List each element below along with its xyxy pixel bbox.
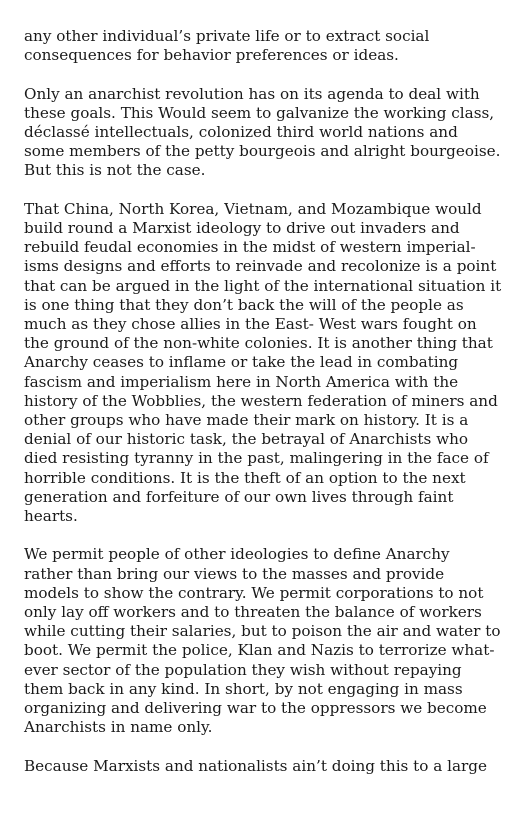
text-line: horrible conditions. It is the theft of an option to the next <box>24 468 466 487</box>
text-line: that can be argued in the light of the international situation it <box>24 276 502 295</box>
text-line: boot. We permit the police, Klan and Nazis to terrorize what- <box>24 641 495 660</box>
text-line: Anarchy ceases to inflame or take the lead in combating <box>24 353 459 372</box>
text-line: organizing and delivering war to the oppressors we become <box>24 699 487 718</box>
text-line: fascism and imperialism here in North America with the <box>24 372 459 391</box>
paragraph-5 <box>24 757 508 776</box>
text-line: generation and forfeiture of our own lives through faint <box>24 487 454 506</box>
text-line: rather than bring our views to the masses and provide <box>24 564 445 583</box>
text-line: other groups who have made their mark on history. It is a <box>24 411 469 430</box>
text-line: Because Marxists and nationalists ain’t doing this to a large <box>24 756 488 775</box>
text-line: history of the Wobblies, the western federation of miners and <box>24 391 498 410</box>
text-line: We permit people of other ideologies to define Anarchy <box>24 545 450 564</box>
text-line: hearts. <box>24 507 78 526</box>
text-line: consequences for behavior preferences or ideas. <box>24 46 399 65</box>
paragraph-3 <box>24 200 508 526</box>
text-line: the ground of the non-white colonies. It is another thing that <box>24 334 493 353</box>
document-page <box>24 27 508 795</box>
text-line: déclassé intellectuals, colonized third world nations and <box>24 123 458 141</box>
text-line: That China, North Korea, Vietnam, and Mozambique would <box>24 199 482 218</box>
paragraph-2 <box>24 85 508 181</box>
text-line: some members of the petty bourgeois and alright bourgeoise. <box>24 142 501 161</box>
text-line: any other individual’s private life or to extract social <box>24 27 430 45</box>
text-line: Only an anarchist revolution has on its agenda to deal with <box>24 84 480 103</box>
text-line: much as they chose allies in the East- West wars fought on <box>24 315 477 334</box>
text-line: them back in any kind. In short, by not engaging in mass <box>24 679 463 698</box>
text-line: rebuild feudal economies in the midst of western imperial- <box>24 238 476 257</box>
text-line: models to show the contrary. We permit corporations to not <box>24 583 484 602</box>
text-line: build round a Marxist ideology to drive out invaders and <box>24 219 460 237</box>
text-line: ever sector of the population they wish without repaying <box>24 660 462 679</box>
text-line: Anarchists in name only. <box>24 718 213 737</box>
text-line: these goals. This Would seem to galvanize the working class, <box>24 103 495 122</box>
text-line: is one thing that they don’t back the will of the people as <box>24 295 464 314</box>
paragraph-1 <box>24 27 508 65</box>
text-line: But this is not the case. <box>24 161 206 180</box>
text-line: only lay off workers and to threaten the balance of workers <box>24 603 482 622</box>
text-line: died resisting tyranny in the past, malingering in the face of <box>24 449 489 468</box>
text-line: isms designs and efforts to reinvade and recolonize is a point <box>24 257 497 276</box>
paragraph-4 <box>24 545 508 737</box>
text-line: denial of our historic task, the betrayal of Anarchists who <box>24 430 469 449</box>
text-line: while cutting their salaries, but to poison the air and water to <box>24 622 501 641</box>
